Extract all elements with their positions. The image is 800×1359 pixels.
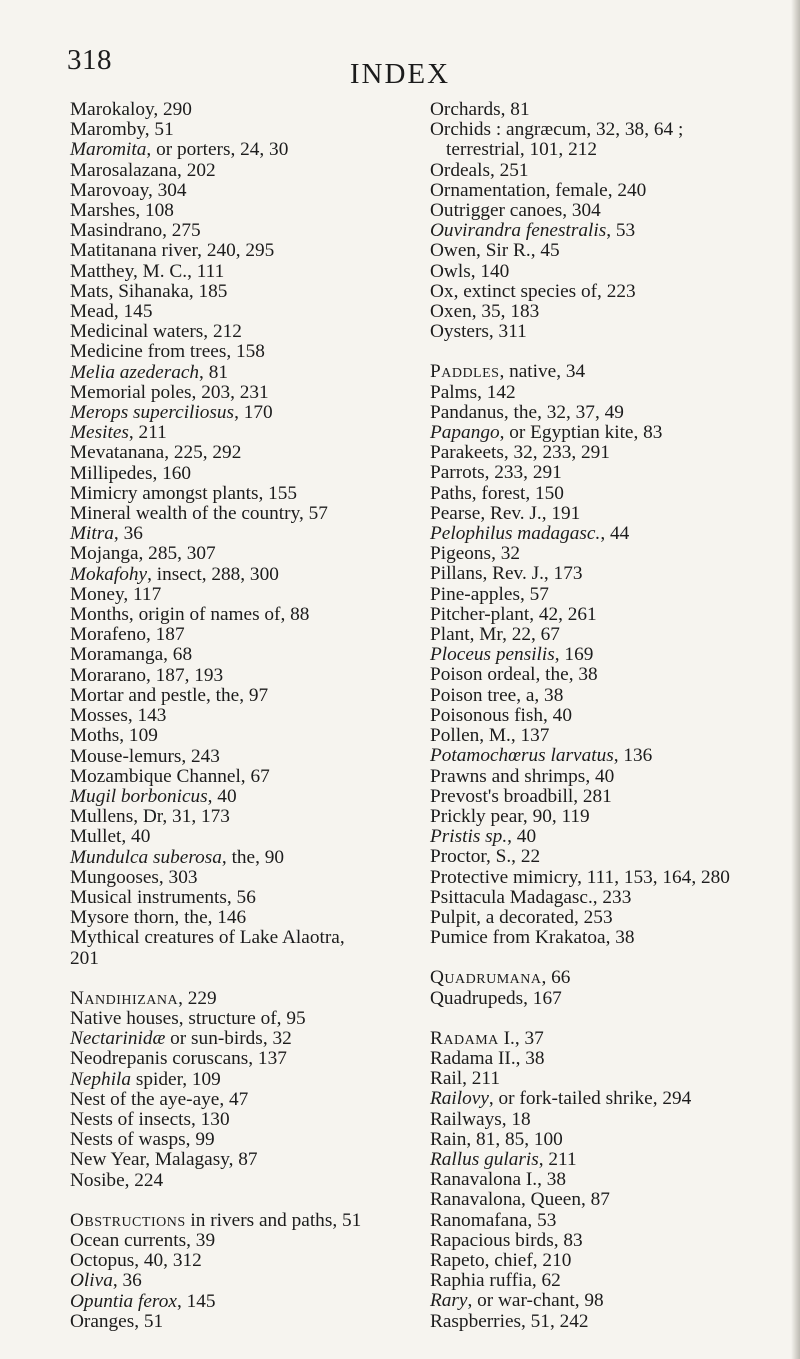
index-entry [70, 666, 395, 686]
index-entry [430, 302, 785, 322]
index-entry [70, 807, 395, 827]
index-entry [70, 908, 395, 928]
index-entry-text: or sun-birds, 32 [165, 1028, 292, 1050]
index-entry [70, 726, 395, 746]
index-entry-text: terrestrial, 101, 212 [446, 139, 597, 161]
index-entry [430, 120, 785, 140]
index-column-right [430, 100, 785, 1332]
index-entry-text: I., 37 [498, 1027, 544, 1049]
index-entry-text: Owls, 140 [430, 260, 510, 282]
index-entry [430, 1231, 785, 1251]
index-entry [430, 484, 785, 504]
index-entry [430, 1069, 785, 1089]
index-entry-text: Pigeons, 32 [430, 543, 520, 565]
index-entry [70, 1130, 395, 1150]
index-entry-text: Marshes, 108 [70, 200, 174, 222]
index-entry-text: Mouse-lemurs, 243 [70, 745, 220, 767]
index-term-italic: Potamochœrus larvatus [430, 745, 614, 767]
index-entry-text: Millipedes, 160 [70, 462, 192, 484]
index-entry [430, 140, 785, 160]
index-entry-text: , 36 [113, 523, 143, 545]
index-entry-text: Mungooses, 303 [70, 866, 198, 888]
index-entry [430, 1029, 785, 1049]
index-entry-text: Maromby, 51 [70, 119, 174, 141]
index-entry [430, 1089, 785, 1109]
index-entry-text: , 145 [176, 1290, 216, 1312]
index-entry [430, 746, 785, 766]
index-entry-text: Poison tree, a, 38 [430, 684, 564, 706]
index-entry-text: in rivers and paths, 51 [185, 1209, 362, 1231]
index-entry [70, 928, 395, 948]
index-entry [430, 564, 785, 584]
index-entry-text: , 211 [128, 422, 167, 444]
index-entry [430, 524, 785, 544]
index-entry [70, 1090, 395, 1110]
index-entry-text: Poisonous fish, 40 [430, 704, 572, 726]
index-term-italic: Melia azederach [70, 361, 200, 383]
index-entry-text: Paths, forest, 150 [430, 482, 564, 504]
index-term-italic: Mugil borbonicus [70, 785, 208, 807]
index-term-italic: Rary [430, 1290, 468, 1312]
index-entry-text: Medicinal waters, 212 [70, 321, 242, 343]
index-entry [70, 363, 395, 383]
index-entry [430, 1150, 785, 1170]
index-entry-text: Mead, 145 [70, 301, 153, 323]
index-entry [70, 100, 395, 120]
page-title: INDEX [349, 58, 451, 90]
index-entry [430, 544, 785, 564]
index-entry-text: Oxen, 35, 183 [430, 301, 540, 323]
index-entry [70, 161, 395, 181]
index-term-italic: Oliva [70, 1270, 113, 1292]
index-entry [70, 686, 395, 706]
index-entry [430, 928, 785, 948]
index-entry [70, 1171, 395, 1191]
index-entry-text: Moths, 109 [70, 725, 158, 747]
index-entry [430, 463, 785, 483]
index-entry [430, 686, 785, 706]
index-entry-text: Owen, Sir R., 45 [430, 240, 560, 262]
index-entry [70, 262, 395, 282]
index-entry-text: Prevost's broadbill, 281 [430, 785, 612, 807]
index-term-italic: Papango [430, 422, 500, 444]
index-entry [70, 1029, 395, 1049]
index-entry [70, 464, 395, 484]
index-entry [70, 302, 395, 322]
index-entry [70, 443, 395, 463]
index-entry [430, 665, 785, 685]
index-entry [430, 706, 785, 726]
index-entry-text: Matthey, M. C., 111 [70, 260, 225, 282]
index-entry [70, 322, 395, 342]
index-entry [430, 847, 785, 867]
index-entry [70, 585, 395, 605]
index-entry-text: Morafeno, 187 [70, 624, 185, 646]
index-entry [430, 282, 785, 302]
index-entry [70, 282, 395, 302]
index-entry-text: Rapacious birds, 83 [430, 1229, 583, 1251]
index-heading-term: Radama [430, 1027, 499, 1049]
index-entry-text: Matitanana river, 240, 295 [70, 240, 275, 262]
index-term-italic: Mundulca suberosa [70, 846, 222, 868]
index-entry [430, 1211, 785, 1231]
index-entry-text: Raphia ruffia, 62 [430, 1270, 561, 1292]
index-entry [70, 1312, 395, 1332]
index-entry [70, 221, 395, 241]
index-entry-text: Palms, 142 [430, 381, 516, 403]
index-entry-text: Ox, extinct species of, 223 [430, 280, 636, 302]
index-entry [430, 726, 785, 746]
index-entry-text: Native houses, structure of, 95 [70, 1007, 306, 1029]
index-entry [430, 262, 785, 282]
index-entry-text: Rain, 81, 85, 100 [430, 1128, 563, 1150]
index-entry [430, 181, 785, 201]
index-entry [430, 1312, 785, 1332]
index-entry [70, 241, 395, 261]
index-entry [430, 1110, 785, 1130]
index-entry-text: Ranavalona, Queen, 87 [430, 1189, 610, 1211]
index-entry [430, 241, 785, 261]
index-entry-text: Neodrepanis coruscans, 137 [70, 1048, 287, 1070]
index-entry-text: Ocean currents, 39 [70, 1229, 216, 1251]
index-entry [70, 383, 395, 403]
index-entry-text: Orchards, 81 [430, 99, 530, 120]
index-entry-text: Nests of wasps, 99 [70, 1129, 215, 1151]
index-entry-text: Morarano, 187, 193 [70, 664, 224, 686]
index-entry [430, 322, 785, 342]
index-entry-text: Pillans, Rev. J., 173 [430, 563, 583, 585]
index-entry [70, 1070, 395, 1090]
index-entry-text: Memorial poles, 203, 231 [70, 381, 269, 403]
index-entry [430, 767, 785, 787]
index-entry [430, 1049, 785, 1069]
index-term-italic: Nephila [70, 1068, 132, 1090]
index-entry-text: Pearse, Rev. J., 191 [430, 502, 581, 524]
index-entry-text: Prickly pear, 90, 119 [430, 805, 590, 827]
index-entry [430, 221, 785, 241]
index-entry-text: Raspberries, 51, 242 [430, 1310, 589, 1332]
index-entry [70, 504, 395, 524]
index-entry-text: Marokaloy, 290 [70, 99, 192, 120]
index-entry [430, 423, 785, 443]
index-entry-text: Radama II., 38 [430, 1047, 545, 1069]
index-entry [430, 827, 785, 847]
index-entry-text: Poison ordeal, the, 38 [430, 664, 598, 686]
index-entry-text: Rapeto, chief, 210 [430, 1249, 572, 1271]
index-entry-text: Mythical creatures of Lake Alaotra, [70, 927, 345, 949]
index-entry [70, 1009, 395, 1029]
index-entry-text: Moramanga, 68 [70, 644, 193, 666]
index-entry [70, 747, 395, 767]
index-entry-text: Mineral wealth of the country, 57 [70, 503, 328, 525]
index-entry-text: Mosses, 143 [70, 705, 167, 727]
index-entry-text: Mullens, Dr, 31, 173 [70, 806, 230, 828]
index-entry [430, 443, 785, 463]
index-entry-text: Parrots, 233, 291 [430, 462, 562, 484]
index-entry [430, 1291, 785, 1311]
index-entry-text: Parakeets, 32, 233, 291 [430, 442, 610, 464]
index-entry [430, 201, 785, 221]
index-entry-text: , 66 [541, 967, 571, 989]
index-entry-text: Nest of the aye-aye, 47 [70, 1088, 249, 1110]
index-entry [430, 161, 785, 181]
index-entry-text: Mozambique Channel, 67 [70, 765, 270, 787]
index-entry [70, 625, 395, 645]
index-entry [70, 767, 395, 787]
index-entry [70, 1211, 395, 1231]
index-entry-text: , native, 34 [499, 361, 586, 383]
index-entry [70, 181, 395, 201]
index-term-italic: Merops superciliosus [70, 402, 235, 424]
index-entry-text: Months, origin of names of, 88 [70, 604, 310, 626]
index-entry-text: Pitcher-plant, 42, 261 [430, 603, 597, 625]
index-entry-text: , or war-chant, 98 [467, 1290, 604, 1312]
index-entry-text: Ordeals, 251 [430, 159, 529, 181]
index-entry-text: , 44 [600, 523, 630, 545]
page-edge [791, 0, 800, 1359]
index-entry [70, 120, 395, 140]
index-heading-term: Quadrumana [430, 967, 542, 989]
index-entry [70, 1110, 395, 1130]
index-entry [430, 383, 785, 403]
index-entry-text: Pulpit, a decorated, 253 [430, 906, 613, 928]
index-entry-text: Musical instruments, 56 [70, 886, 256, 908]
index-heading-term: Paddles [430, 361, 500, 383]
index-entry [430, 625, 785, 645]
index-entry [70, 140, 395, 160]
index-term-italic: Mitra [70, 523, 114, 545]
index-entry-text: Oysters, 311 [430, 321, 527, 343]
index-entry [70, 1251, 395, 1271]
index-term-italic: Mokafohy [70, 563, 148, 585]
index-entry-text: Orchids : angræcum, 32, 38, 64 ; [430, 119, 684, 141]
index-entry-text: Rail, 211 [430, 1068, 500, 1090]
index-term-italic: Ploceus pensilis [430, 644, 555, 666]
index-entry [70, 201, 395, 221]
index-term-italic: Rallus gularis [430, 1148, 539, 1170]
index-entry-text: Ranavalona I., 38 [430, 1169, 566, 1191]
index-entry-text: , 53 [606, 220, 636, 242]
index-entry-text: Pumice from Krakatoa, 38 [430, 927, 635, 949]
index-entry-text: Pollen, M., 137 [430, 725, 550, 747]
index-entry-text: Railways, 18 [430, 1108, 531, 1130]
index-entry-text: Oranges, 51 [70, 1310, 164, 1332]
index-entry-text: , or Egyptian kite, 83 [499, 422, 663, 444]
index-entry [70, 1150, 395, 1170]
index-term-italic: Railovy [430, 1088, 489, 1110]
index-entry-text: Pine-apples, 57 [430, 583, 549, 605]
index-entry-text: Protective mimicry, 111, 153, 164, 280 [430, 866, 730, 888]
index-term-italic: Pristis sp. [430, 826, 508, 848]
index-entry-text: Psittacula Madagasc., 233 [430, 886, 632, 908]
index-entry-text: Mats, Sihanaka, 185 [70, 280, 228, 302]
index-entry [70, 848, 395, 868]
index-entry-text: Mysore thorn, the, 146 [70, 907, 247, 929]
index-entry-text: , 136 [613, 745, 653, 767]
index-entry-text: , 170 [234, 402, 273, 424]
index-entry [430, 868, 785, 888]
index-entry [430, 908, 785, 928]
index-entry [70, 645, 395, 665]
index-entry-text: Mortar and pestle, the, 97 [70, 684, 269, 706]
index-entry-text: , or porters, 24, 30 [146, 139, 289, 161]
index-entry-text: Mimicry amongst plants, 155 [70, 482, 298, 504]
index-entry [70, 484, 395, 504]
index-entry-text: , 81 [199, 361, 228, 383]
index-term-italic: Nectarinidæ [70, 1028, 166, 1050]
index-entry-text: , 36 [112, 1270, 142, 1292]
index-entry-text: spider, 109 [131, 1068, 221, 1090]
index-entry-text: , 229 [178, 987, 217, 1009]
index-entry-text: , 40 [207, 785, 237, 807]
index-entry [70, 544, 395, 564]
index-term-italic: Opuntia ferox [70, 1290, 177, 1312]
index-entry-text: Ornamentation, female, 240 [430, 179, 647, 201]
index-entry [430, 888, 785, 908]
index-entry-text: Quadrupeds, 167 [430, 987, 562, 1009]
index-entry-text: , the, 90 [221, 846, 285, 868]
index-entry-text: , 40 [507, 826, 537, 848]
index-entry-text: Plant, Mr, 22, 67 [430, 624, 560, 646]
index-entry [70, 342, 395, 362]
index-entry-text: 201 [70, 947, 99, 969]
index-entry [430, 1190, 785, 1210]
index-entry [70, 827, 395, 847]
index-entry-text: Pandanus, the, 32, 37, 49 [430, 401, 624, 423]
index-entry [430, 787, 785, 807]
index-entry [70, 423, 395, 443]
index-entry-text: Mevatanana, 225, 292 [70, 442, 242, 464]
index-entry-text: Money, 117 [70, 583, 162, 605]
index-entry [70, 787, 395, 807]
index-entry-text: Proctor, S., 22 [430, 846, 541, 868]
index-entry [430, 968, 785, 988]
index-entry-text: Octopus, 40, 312 [70, 1250, 202, 1272]
index-entry-text: Medicine from trees, 158 [70, 341, 265, 363]
index-entry [70, 989, 395, 1009]
index-entry [430, 504, 785, 524]
index-entry-text: Nosibe, 224 [70, 1169, 164, 1191]
index-entry-text: Outrigger canoes, 304 [430, 200, 601, 222]
index-entry [70, 524, 395, 544]
index-entry-text: Mullet, 40 [70, 826, 151, 848]
index-entry [70, 1271, 395, 1291]
index-entry [70, 868, 395, 888]
index-entry [70, 949, 395, 969]
index-entry-text: Prawns and shrimps, 40 [430, 765, 615, 787]
index-entry [70, 1049, 395, 1069]
index-entry [70, 888, 395, 908]
index-entry [430, 807, 785, 827]
index-entry [70, 403, 395, 423]
index-entry [430, 1251, 785, 1271]
index-heading-term: Nandihizana [70, 987, 179, 1009]
index-entry-text: , or fork-tailed shrike, 294 [488, 1088, 692, 1110]
index-entry [70, 565, 395, 585]
index-entry [70, 1292, 395, 1312]
index-entry-text: Masindrano, 275 [70, 220, 201, 242]
index-entry-text: Marosalazana, 202 [70, 159, 216, 181]
index-entry [430, 1130, 785, 1150]
index-entry [430, 1170, 785, 1190]
index-entry-text: , insect, 288, 300 [147, 563, 279, 585]
index-entry [430, 100, 785, 120]
index-entry-text: , 211 [538, 1148, 577, 1170]
index-entry-text: New Year, Malagasy, 87 [70, 1149, 258, 1171]
index-entry [70, 1231, 395, 1251]
index-entry [70, 605, 395, 625]
index-term-italic: Pelophilus madagasc. [430, 523, 601, 545]
index-entry-text: Mojanga, 285, 307 [70, 543, 216, 565]
index-heading-term: Obstructions [70, 1209, 186, 1231]
index-entry-text: Marovoay, 304 [70, 179, 187, 201]
index-entry-text: Nests of insects, 130 [70, 1108, 230, 1130]
index-entry-text: , 169 [554, 644, 594, 666]
index-column-left [70, 100, 395, 1332]
index-entry-text: Ranomafana, 53 [430, 1209, 557, 1231]
index-entry [430, 605, 785, 625]
index-entry [430, 1271, 785, 1291]
index-entry [430, 645, 785, 665]
index-entry [70, 706, 395, 726]
index-entry [430, 403, 785, 423]
page-number: 318 [67, 44, 112, 76]
index-entry [430, 362, 785, 382]
index-entry [430, 585, 785, 605]
index-term-italic: Ouvirandra fenestralis [430, 220, 607, 242]
index-term-italic: Mesites [70, 422, 129, 444]
index-term-italic: Maromita [70, 139, 147, 161]
index-entry [430, 989, 785, 1009]
